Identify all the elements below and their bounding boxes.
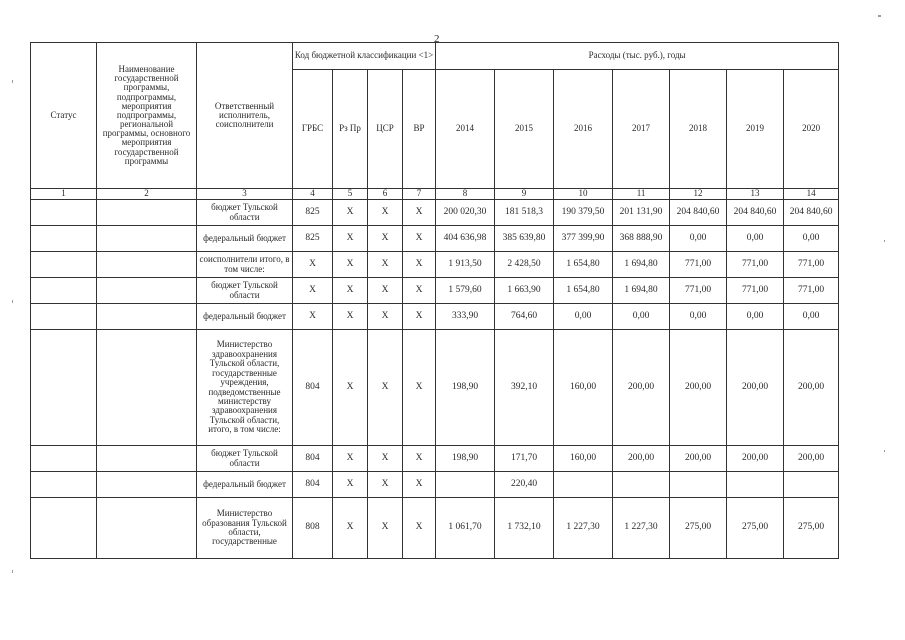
- header-status: Статус: [31, 43, 97, 189]
- value-cell: 200,00: [727, 446, 784, 472]
- value-cell: [554, 472, 613, 498]
- name-cell: [97, 278, 197, 304]
- value-cell: 0,00: [727, 226, 784, 252]
- value-cell: 1 061,70: [436, 498, 495, 559]
- name-cell: [97, 330, 197, 446]
- executor-cell: бюджет Тульской области: [197, 200, 293, 226]
- rzpr-cell: Х: [333, 498, 368, 559]
- value-cell: 0,00: [554, 304, 613, 330]
- csr-cell: Х: [368, 226, 403, 252]
- value-cell: 2 428,50: [495, 252, 554, 278]
- csr-cell: Х: [368, 472, 403, 498]
- vr-cell: Х: [403, 446, 436, 472]
- table-row: [31, 446, 839, 472]
- executor-cell: федеральный бюджет: [197, 226, 293, 252]
- rzpr-cell: Х: [333, 304, 368, 330]
- column-number: 5: [333, 189, 368, 200]
- scan-speck: [12, 80, 13, 83]
- column-number: 4: [293, 189, 333, 200]
- column-number: 13: [727, 189, 784, 200]
- value-cell: 368 888,90: [613, 226, 670, 252]
- scan-speck: [884, 450, 885, 452]
- executor-cell: Министерство образования Тульской области, государственные: [197, 498, 293, 559]
- value-cell: 200,00: [613, 446, 670, 472]
- value-cell: 385 639,80: [495, 226, 554, 252]
- status-cell: [31, 252, 97, 278]
- csr-cell: Х: [368, 498, 403, 559]
- value-cell: 1 732,10: [495, 498, 554, 559]
- value-cell: [727, 472, 784, 498]
- header-name: Наименование государственной программы, подпрограммы, мероприятия подпрограммы, региональной программы, основного мероприятия государственной программы: [97, 43, 197, 189]
- executor-cell: бюджет Тульской области: [197, 446, 293, 472]
- vr-cell: Х: [403, 330, 436, 446]
- table-row: [31, 304, 839, 330]
- status-cell: [31, 446, 97, 472]
- header-rzpr: Рз Пр: [333, 70, 368, 189]
- value-cell: 771,00: [784, 252, 839, 278]
- value-cell: 220,40: [495, 472, 554, 498]
- page-number: 2: [434, 33, 440, 45]
- value-cell: 1 654,80: [554, 278, 613, 304]
- scan-speck: [12, 300, 13, 303]
- csr-cell: Х: [368, 252, 403, 278]
- value-cell: 0,00: [670, 226, 727, 252]
- vr-cell: Х: [403, 252, 436, 278]
- value-cell: 275,00: [727, 498, 784, 559]
- grbs-cell: 804: [293, 472, 333, 498]
- grbs-cell: Х: [293, 304, 333, 330]
- rzpr-cell: Х: [333, 446, 368, 472]
- grbs-cell: 825: [293, 226, 333, 252]
- value-cell: 200,00: [670, 330, 727, 446]
- csr-cell: Х: [368, 446, 403, 472]
- table-row: [31, 226, 839, 252]
- grbs-cell: 804: [293, 330, 333, 446]
- executor-cell: соисполнители итого, в том числе:: [197, 252, 293, 278]
- rzpr-cell: Х: [333, 278, 368, 304]
- value-cell: 392,10: [495, 330, 554, 446]
- table-row: [31, 200, 839, 226]
- value-cell: 160,00: [554, 330, 613, 446]
- value-cell: 1 694,80: [613, 278, 670, 304]
- table-row: [31, 278, 839, 304]
- value-cell: 771,00: [670, 278, 727, 304]
- vr-cell: Х: [403, 498, 436, 559]
- header-year: 2017: [613, 70, 670, 189]
- table-row: [31, 252, 839, 278]
- status-cell: [31, 226, 97, 252]
- value-cell: 0,00: [670, 304, 727, 330]
- column-number: 9: [495, 189, 554, 200]
- header-executor: Ответственный исполнитель, соисполнители: [197, 43, 293, 189]
- value-cell: 764,60: [495, 304, 554, 330]
- column-number: 12: [670, 189, 727, 200]
- column-number: 7: [403, 189, 436, 200]
- name-cell: [97, 472, 197, 498]
- vr-cell: Х: [403, 304, 436, 330]
- value-cell: 0,00: [613, 304, 670, 330]
- value-cell: 171,70: [495, 446, 554, 472]
- header-budget-code: Код бюджетной классификации <1>: [293, 43, 436, 70]
- header-year: 2018: [670, 70, 727, 189]
- value-cell: [670, 472, 727, 498]
- name-cell: [97, 200, 197, 226]
- value-cell: 160,00: [554, 446, 613, 472]
- column-number: 8: [436, 189, 495, 200]
- column-number: 11: [613, 189, 670, 200]
- rzpr-cell: Х: [333, 226, 368, 252]
- vr-cell: Х: [403, 200, 436, 226]
- header-expenses: Расходы (тыс. руб.), годы: [436, 43, 839, 70]
- value-cell: 275,00: [784, 498, 839, 559]
- header-vr: ВР: [403, 70, 436, 189]
- value-cell: 190 379,50: [554, 200, 613, 226]
- value-cell: 0,00: [784, 226, 839, 252]
- rzpr-cell: Х: [333, 200, 368, 226]
- value-cell: 200,00: [784, 446, 839, 472]
- executor-cell: федеральный бюджет: [197, 472, 293, 498]
- column-number: 1: [31, 189, 97, 200]
- executor-cell: бюджет Тульской области: [197, 278, 293, 304]
- column-number: 2: [97, 189, 197, 200]
- value-cell: 201 131,90: [613, 200, 670, 226]
- header-year: 2016: [554, 70, 613, 189]
- value-cell: 333,90: [436, 304, 495, 330]
- value-cell: 1 663,90: [495, 278, 554, 304]
- table-row: [31, 330, 839, 446]
- csr-cell: Х: [368, 278, 403, 304]
- status-cell: [31, 330, 97, 446]
- name-cell: [97, 446, 197, 472]
- value-cell: 377 399,90: [554, 226, 613, 252]
- grbs-cell: 808: [293, 498, 333, 559]
- header-year: 2014: [436, 70, 495, 189]
- scan-speck: [12, 570, 13, 573]
- name-cell: [97, 304, 197, 330]
- value-cell: 181 518,3: [495, 200, 554, 226]
- header-year: 2019: [727, 70, 784, 189]
- value-cell: 771,00: [670, 252, 727, 278]
- header-grbs: ГРБС: [293, 70, 333, 189]
- table-row: [31, 472, 839, 498]
- value-cell: 771,00: [727, 278, 784, 304]
- value-cell: 1 654,80: [554, 252, 613, 278]
- value-cell: 1 913,50: [436, 252, 495, 278]
- value-cell: 198,90: [436, 330, 495, 446]
- executor-cell: Министерство здравоохранения Тульской области, государственные учреждения, подведомственные министерству здравоохранения Тульской области, итого, в том числе:: [197, 330, 293, 446]
- status-cell: [31, 472, 97, 498]
- header-year: 2015: [495, 70, 554, 189]
- value-cell: 200,00: [727, 330, 784, 446]
- table-row: [31, 498, 839, 559]
- value-cell: 771,00: [784, 278, 839, 304]
- name-cell: [97, 252, 197, 278]
- header-row-top: [31, 43, 839, 70]
- value-cell: 1 227,30: [613, 498, 670, 559]
- value-cell: 200,00: [784, 330, 839, 446]
- status-cell: [31, 278, 97, 304]
- value-cell: [436, 472, 495, 498]
- scan-speck: [878, 15, 881, 17]
- rzpr-cell: Х: [333, 472, 368, 498]
- value-cell: 1 227,30: [554, 498, 613, 559]
- value-cell: [784, 472, 839, 498]
- header-csr: ЦСР: [368, 70, 403, 189]
- csr-cell: Х: [368, 330, 403, 446]
- value-cell: 204 840,60: [727, 200, 784, 226]
- header-year: 2020: [784, 70, 839, 189]
- column-number-row: [31, 189, 839, 200]
- value-cell: 275,00: [670, 498, 727, 559]
- column-number: 10: [554, 189, 613, 200]
- value-cell: 200,00: [613, 330, 670, 446]
- column-number: 6: [368, 189, 403, 200]
- value-cell: 404 636,98: [436, 226, 495, 252]
- value-cell: 0,00: [784, 304, 839, 330]
- vr-cell: Х: [403, 226, 436, 252]
- name-cell: [97, 226, 197, 252]
- status-cell: [31, 498, 97, 559]
- value-cell: 200 020,30: [436, 200, 495, 226]
- vr-cell: Х: [403, 472, 436, 498]
- value-cell: 204 840,60: [784, 200, 839, 226]
- vr-cell: Х: [403, 278, 436, 304]
- grbs-cell: 804: [293, 446, 333, 472]
- grbs-cell: Х: [293, 278, 333, 304]
- scan-speck: [884, 240, 885, 242]
- rzpr-cell: Х: [333, 330, 368, 446]
- column-number: 14: [784, 189, 839, 200]
- executor-cell: федеральный бюджет: [197, 304, 293, 330]
- column-number: 3: [197, 189, 293, 200]
- budget-table: [30, 42, 839, 559]
- value-cell: [613, 472, 670, 498]
- status-cell: [31, 304, 97, 330]
- rzpr-cell: Х: [333, 252, 368, 278]
- value-cell: 204 840,60: [670, 200, 727, 226]
- grbs-cell: 825: [293, 200, 333, 226]
- value-cell: 1 579,60: [436, 278, 495, 304]
- csr-cell: Х: [368, 304, 403, 330]
- value-cell: 0,00: [727, 304, 784, 330]
- value-cell: 198,90: [436, 446, 495, 472]
- name-cell: [97, 498, 197, 559]
- value-cell: 1 694,80: [613, 252, 670, 278]
- value-cell: 200,00: [670, 446, 727, 472]
- grbs-cell: Х: [293, 252, 333, 278]
- status-cell: [31, 200, 97, 226]
- csr-cell: Х: [368, 200, 403, 226]
- value-cell: 771,00: [727, 252, 784, 278]
